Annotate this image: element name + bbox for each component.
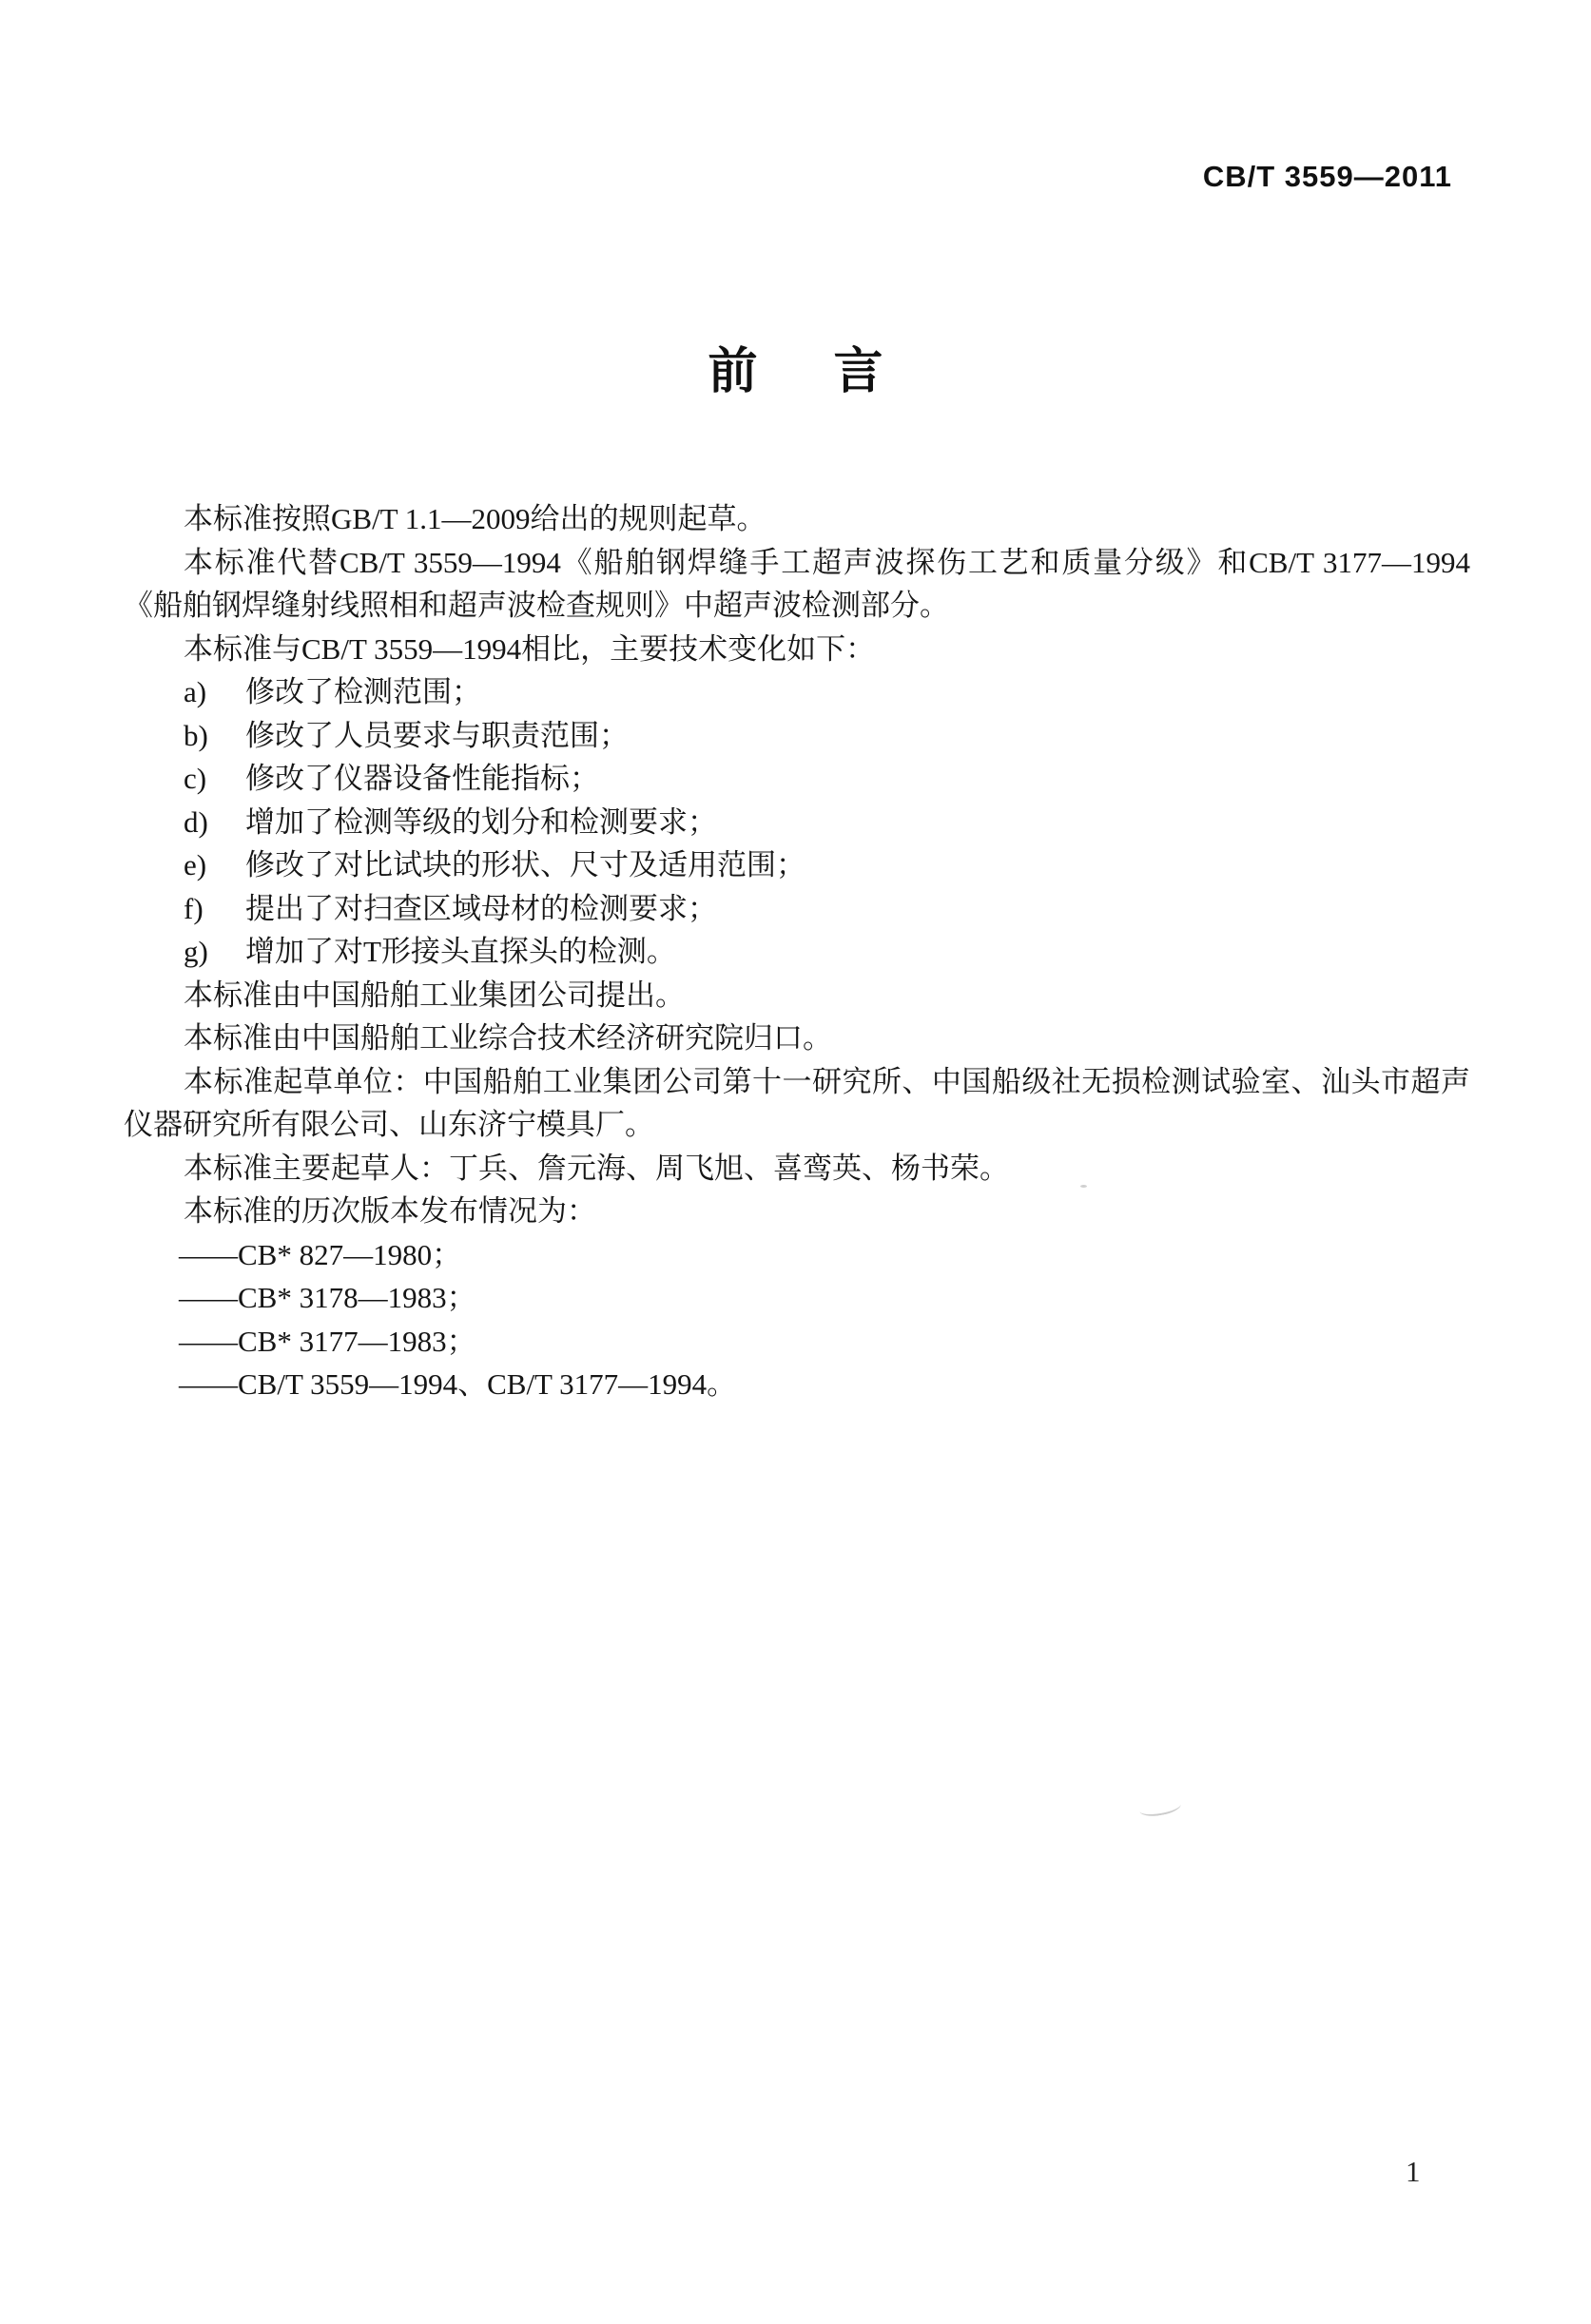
change-item-letter: b)	[184, 718, 208, 752]
change-item-b	[124, 714, 1470, 758]
change-item-c	[124, 757, 1470, 801]
change-item-text: 修改了检测范围；	[245, 675, 481, 708]
change-item-text: 修改了人员要求与职责范围；	[245, 718, 629, 752]
paragraph-centralized-by: 本标准由中国船舶工业综合技术经济研究院归口。	[184, 1021, 832, 1055]
change-item-letter: d)	[184, 804, 208, 839]
scan-artifact	[1080, 1185, 1087, 1188]
change-item-text: 修改了仪器设备性能指标；	[245, 762, 599, 795]
change-item-letter: a)	[184, 675, 207, 708]
history-line-4: ——CB/T 3559—1994、CB/T 3177—1994。	[179, 1367, 737, 1401]
standard-number: CB/T 3559—2011	[1202, 160, 1452, 193]
foreword-body	[124, 497, 1470, 1406]
change-item-d	[124, 801, 1470, 844]
paragraph-main-drafters: 本标准主要起草人：丁兵、詹元海、周飞旭、喜鸾英、杨书荣。	[184, 1151, 1009, 1185]
change-item-f	[124, 887, 1470, 931]
paragraph-drafting-rule: 本标准按照GB/T 1.1—2009给出的规则起草。	[184, 502, 766, 535]
change-item-letter: e)	[184, 848, 207, 881]
paragraph-proposed-by: 本标准由中国船舶工业集团公司提出。	[184, 978, 685, 1012]
change-item-text: 修改了对比试块的形状、尺寸及适用范围；	[245, 848, 805, 881]
change-item-text: 增加了对T形接头直探头的检测。	[245, 935, 676, 968]
change-item-e	[124, 843, 1470, 887]
change-item-g	[124, 930, 1470, 974]
change-item-text: 提出了对扫查区域母材的检测要求；	[245, 891, 717, 925]
scan-artifact	[1138, 1796, 1182, 1818]
paragraph-changes-intro: 本标准与CB/T 3559—1994相比，主要技术变化如下：	[184, 631, 876, 666]
paragraph-replaces: 本标准代替CB/T 3559—1994《船舶钢焊缝手工超声波探伤工艺和质量分级》和CB/T 3177—1994《船舶钢焊缝射线照相和超声波检查规则》中超声波检测部分。	[124, 545, 1470, 622]
paragraph-history-intro: 本标准的历次版本发布情况为：	[184, 1194, 596, 1228]
paragraph-drafting-units: 本标准起草单位：中国船舶工业集团公司第十一研究所、中国船级社无损检测试验室、汕头市超声仪器研究所有限公司、山东济宁模具厂。	[124, 1064, 1470, 1141]
page-number: 1	[1406, 2155, 1421, 2188]
history-line-1: ——CB* 827—1980；	[179, 1237, 462, 1271]
change-item-letter: g)	[184, 935, 208, 968]
history-line-2: ——CB* 3178—1983；	[179, 1281, 476, 1314]
change-item-a	[124, 670, 1470, 714]
change-item-text: 增加了检测等级的划分和检测要求；	[245, 804, 717, 839]
change-item-letter: c)	[184, 762, 207, 795]
change-item-letter: f)	[184, 891, 204, 925]
history-line-3: ——CB* 3177—1983；	[179, 1324, 476, 1358]
page-title: 前 言	[708, 344, 897, 399]
